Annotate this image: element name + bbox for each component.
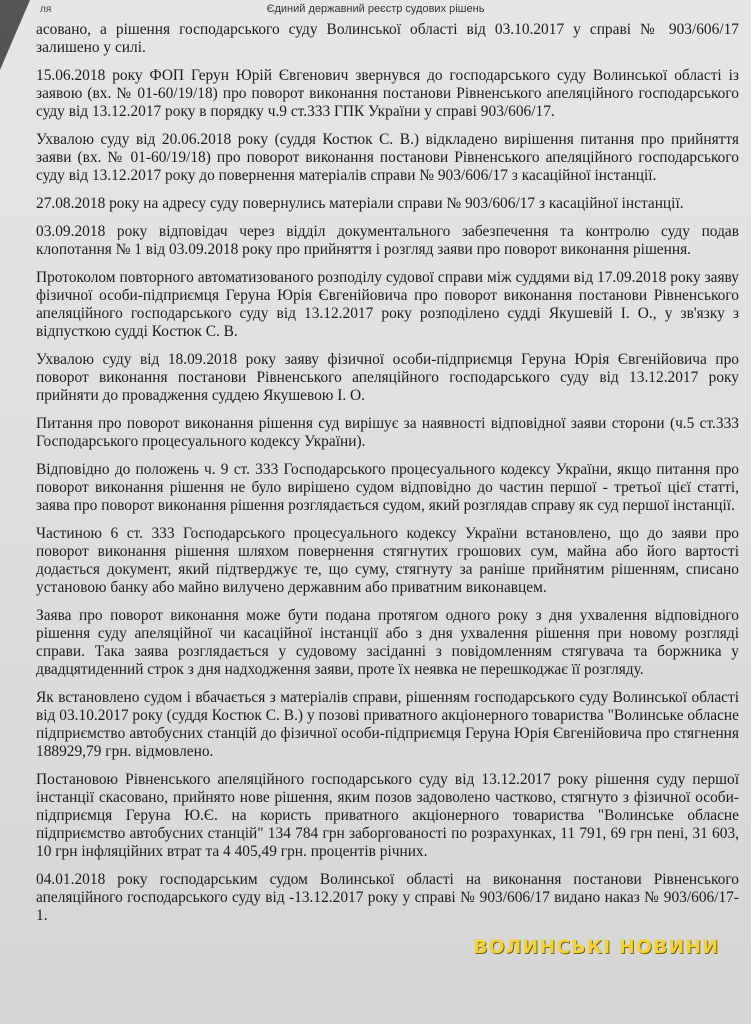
paragraph-10: Заява про поворот виконання може бути подана протягом одного року з дня ухвалення відповідного рішення суду апеляційної чи касаційної інстанції або з дня ухвалення рішення при новому розгляді справи. Така заява розглядається у судовому засіданні з повідомленням стягувача та боржника у двадцятиденний строк з дня надходження заяви, проте їх неявка не перешкоджає її розгляду. [36, 607, 739, 678]
paragraph-0: асовано, а рішення господарського суду Волинської області від 03.10.2017 у справі № 903/606/17 залишено у силі. [36, 21, 739, 56]
paragraph-4: 03.09.2018 року відповідач через відділ документального забезпечення та контролю суду подав клопотання № 1 від 03.09.2018 року про прийняття і розгляд заяви про поворот виконання рішення. [36, 223, 739, 258]
paragraph-7: Питання про поворот виконання рішення суд вирішує за наявності відповідної заяви сторони (ч.5 ст.333 Господарського процесуального кодексу України). [36, 415, 739, 450]
page-header-fragment: ля [40, 4, 52, 15]
register-header: Єдиний державний реєстр судових рішень [266, 3, 485, 15]
paragraph-6: Ухвалою суду від 18.09.2018 року заяву фізичної особи-підприємця Геруна Юрія Євгенійовича про поворот виконання постанови Рівненського апеляційного господарського суду від 13.12.2017 року прийняти до провадження суддею Якушевою І. О. [36, 351, 739, 404]
paragraph-2: Ухвалою суду від 20.06.2018 року (суддя Костюк С. В.) відкладено вирішення питання про прийняття заяви (вх. № 01-60/19/18) про поворот виконання постанови Рівненського апеляційного господарського суду від 13.12.2017 року до повернення матеріалів справи № 903/606/17 з касаційної інстанції. [36, 131, 739, 184]
paragraph-9: Частиною 6 ст. 333 Господарського процесуального кодексу України встановлено, що до заяви про поворот виконання рішення шляхом повернення стягнутих грошових сум, майна або його вартості додається документ, який підтверджує те, що суму, стягнуту за раніше прийнятим рішенням, списано установою банку або майно вилучено державним або приватним виконавцем. [36, 525, 739, 596]
paragraph-12: Постановою Рівненського апеляційного господарського суду від 13.12.2017 року рішення суду першої інстанції скасовано, прийнято нове рішення, яким позов задоволено частково, стягнуто з фізичної особи-підприємця Геруна Ю.Є. на користь приватного акціонерного товариства "Волинське обласне підприємство автобусних станцій" 134 784 грн заборгованості по розрахунках, 11 791, 69 грн пені, 31 603, 10 грн інфляційних втрат та 4 405,49 грн. процентів річних. [36, 771, 739, 860]
paragraph-13: 04.01.2018 року господарським судом Волинської області на виконання постанови Рівненського апеляційного господарського суду від -13.12.2017 року у справі № 903/606/17 видано наказ № 903/606/17-1. [36, 871, 739, 924]
paragraph-1: 15.06.2018 року ФОП Герун Юрій Євгенович звернувся до господарського суду Волинської області із заявою (вх. № 01-60/19/18) про поворот виконання постанови Рівненського апеляційного господарського суду від 13.12.2017 року в порядку ч.9 ст.333 ГПК України у справі 903/606/17. [36, 67, 739, 120]
watermark-logo: ВОЛИНСЬКІ НОВИНИ [472, 936, 719, 958]
paragraph-11: Як встановлено судом і вбачається з матеріалів справи, рішенням господарського суду Волинської області від 03.10.2017 року (суддя Костюк С. В.) у позові приватного акціонерного товариства "Волинське обласне підприємство автобусних станцій до фізичної особи-підприємця Геруна Юрія Євгенійовича про стягнення 188929,79 грн. відмовлено. [36, 689, 739, 760]
page-top-line [0, 0, 751, 19]
paragraph-3: 27.08.2018 року на адресу суду повернулись матеріали справи № 903/606/17 з касаційної інстанції. [36, 195, 684, 212]
paragraph-8: Відповідно до положень ч. 9 ст. 333 Господарського процесуального кодексу України, якщо питання про поворот виконання рішення не було вирішено судом відповідно до частин першої - третьої цієї статті, заява про поворот виконання рішення розглядається судом, який розглядав справу як суд першої інстанції. [36, 461, 739, 514]
document-body [0, 19, 751, 959]
paragraph-5: Протоколом повторного автоматизованого розподілу судової справи між суддями від 17.09.2018 року заяву фізичної особи-підприємця Геруна Юрія Євгенійовича про поворот виконання постанови Рівненського апеляційного господарського суду від 13.12.2017 року розподілено судді Якушевій І. О., у зв'язку з відпусткою судді Костюк С. В. [36, 269, 739, 340]
